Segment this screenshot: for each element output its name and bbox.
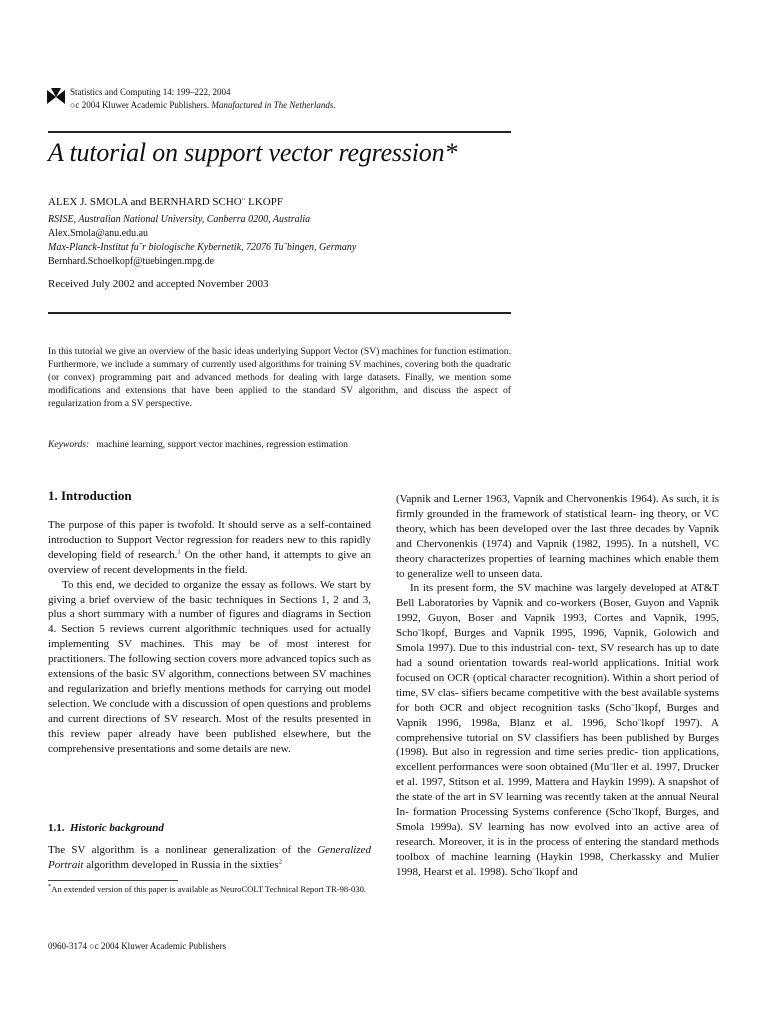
- historic-paragraph: The SV algorithm is a nonlinear generalization of the Generalized Portrait algorithm developed in Russia in the sixties$^2$: [48, 844, 371, 871]
- paper-title: A tutorial on support vector regression*: [48, 138, 458, 167]
- right-paragraph-1: (Vapnik and Lerner 1963, Vapnik and Chervonenkis 1964). As such, it is firmly grounded in the framework of statistical learn- ing theory, or VC theory, which has been developed over the last three decades by Vapnik and Chervonenkis (1974) and Vapnik (1982, 1995). In a nutshell, VC theory characterizes properties of learning machines which enable them to generalize well to unseen data.: [396, 493, 719, 580]
- authors: ALEX J. SMOLA and BERNHARD SCHO¨ LKOPF: [48, 196, 283, 208]
- intro-paragraph-1: The purpose of this paper is twofold. It should serve as a self-contained introduction to Support Vector regression for readers new to this rapidly developing field of research.$^1$ On the other hand, it attempts to give an overview of recent developments in the field.: [48, 519, 371, 576]
- footnote-star: *: [48, 883, 52, 891]
- section-heading-introduction: 1. Introduction: [48, 488, 132, 503]
- footnote-mark-2: 2: [278, 858, 282, 866]
- copyright-symbol: ○c: [70, 100, 80, 110]
- issn: 0960-3174: [48, 941, 87, 951]
- subsection-title: Historic background: [70, 822, 164, 834]
- intro-body: [48, 518, 371, 757]
- publisher-line: [70, 99, 336, 112]
- publisher-logo-icon: [47, 88, 65, 106]
- keywords-label: Keywords:: [48, 439, 90, 450]
- right-column-body: [396, 492, 719, 880]
- footnote: [48, 884, 371, 895]
- footnote-mark-1: 1: [177, 548, 181, 556]
- footnote-rule: [48, 880, 178, 881]
- keywords: [48, 439, 511, 450]
- subsection-heading-historic: [48, 822, 164, 834]
- footer-text: 2004 Kluwer Academic Publishers: [100, 941, 227, 951]
- right-paragraph-2: In its present form, the SV machine was largely developed at AT&T Bell Laboratories by Vapnik and co-workers (Boser, Guyon and Vapnik 1992, Guyon, Boser and Vapnik 1993, Cortes and Vapnik, 1995, Scho¨lkopf, Burges and Vapnik 1995, 1996, Vapnik, Golowich and Smola 1997). Due to this industrial con- text, SV research has up to date had a sound orientation towards real-world applications. Initial work focused on OCR (optical character recognition). Within a short period of time, SV clas- sifiers became competitive with the best available systems for both OCR and object recognition tasks (Scho¨lkopf, Burges and Vapnik 1996, 1998a, Blanz et al. 1996, Scho¨lkopf 1997). A comprehensive tutorial on SV classifiers has been published by Burges (1998). But also in regression and time series predic- tion applications, excellent performances were soon obtained (Mu¨ller et al. 1997, Drucker et al. 1997, Stitson et al. 1999, Mattera and Haykin 1999). A snapshot of the state of the art in SV learning was recently taken at the annual Neural In- formation Processing Systems conference (Scho¨lkopf, Burges, and Smola 1999a). SV learning has now evolved into an active area of research. Moreover, it is in the process of entering the standard methods toolbox of machine learning (Haykin 1998, Cherkassky and Mulier 1998, Hearst et al. 1998). Scho¨lkopf and: [396, 582, 719, 878]
- keywords-text: machine learning, support vector machines, regression estimation: [96, 439, 348, 450]
- title-bottom-rule: [48, 312, 511, 314]
- affiliation-1: RSISE, Australian National University, Canberra 0200, Australia: [48, 214, 311, 225]
- received-dates: Received July 2002 and accepted November 2003: [48, 278, 269, 290]
- publisher-text: 2004 Kluwer Academic Publishers.: [81, 100, 210, 110]
- intro-paragraph-2: To this end, we decided to organize the essay as follows. We start by giving a brief overview of the basic techniques in Sections 1, 2 and 3, plus a short summary with a number of figures and diagrams in Section 4. Section 5 reviews current algorithmic techniques used for actually implementing SV machines. This may be of most interest for practitioners. The following section covers more advanced topics such as extensions of the basic SV algorithm, connections between SV machines and regularization and briefly mentions methods for carrying out model selection. We conclude with a discussion of open questions and problems and current directions of SV research. Most of the results presented in this review paper already have been published elsewhere, but the comprehensive presentations and some details are new.: [48, 578, 371, 755]
- email-2: Bernhard.Schoelkopf@tuebingen.mpg.de: [48, 256, 215, 267]
- page-footer: [48, 941, 226, 951]
- affiliation-2: Max-Planck-Institut fu¨r biologische Kybernetik, 72076 Tu¨bingen, Germany: [48, 242, 357, 253]
- title-top-rule: [48, 131, 511, 133]
- journal-line: Statistics and Computing 14: 199–222, 2004: [70, 87, 231, 97]
- footnote-text: An extended version of this paper is available as NeuroCOLT Technical Report TR-98-030.: [51, 884, 367, 894]
- abstract: In this tutorial we give an overview of the basic ideas underlying Support Vector (SV) machines for function estimation. Furthermore, we include a summary of currently used algorithms for training SV machines, covering both the quadratic (or convex) programming part and advanced methods for dealing with large datasets. Finally, we mention some modifications and extensions that have been applied to the standard SV algorithm, and discuss the aspect of regularization from a SV perspective.: [48, 346, 511, 409]
- manufactured-text: Manufactured in The Netherlands.: [211, 100, 336, 110]
- email-1: Alex.Smola@anu.edu.au: [48, 228, 149, 239]
- footer-copyright-symbol: ○c: [89, 941, 99, 951]
- subsection-number: 1.1.: [48, 822, 65, 834]
